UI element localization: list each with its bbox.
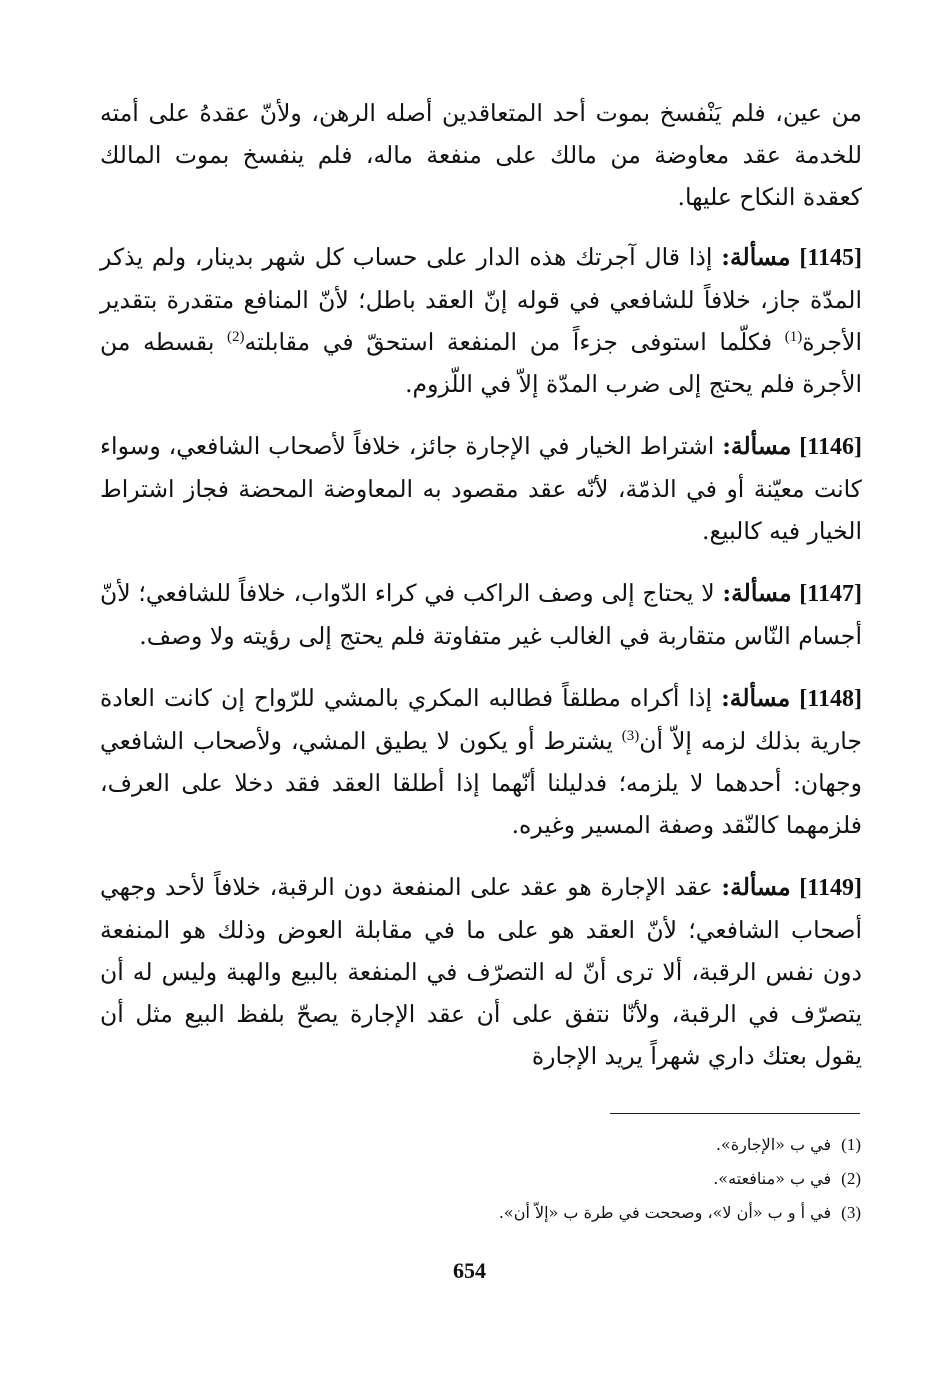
issue-label: مسألة: [721, 873, 791, 901]
issue-number: [1148] [799, 686, 862, 712]
footnotes [161, 1128, 861, 1230]
paragraph-text: من عين، فلم يَنْفسخ بموت أحد المتعاقدين أصله الرهن، ولأنّ عقدهُ على أمته للخدمة عقد معاوضة من مالك على منفعة ماله، فلم ينفسخ بموت المالك كعقدة النكاح عليها. [100, 99, 862, 211]
issue-label: مسألة: [721, 684, 791, 712]
issue-text: اشتراط الخيار في الإجارة جائز، خلافاً لأصحاب الشافعي، وسواء كانت معيّنة أو في الذمّة، لأنّه عقد مقصود به المعاوضة المحضة فجاز اشتراط الخيار فيه كالبيع. [100, 432, 862, 545]
issue-text: يشترط أو يكون لا يطيق المشي، ولأصحاب الشافعي وجهان: أحدهما لا يلزمه؛ فدليلنا أنّهما إذا أطلقا العقد فقد دخلا على العرف، فلزمهما كالنّقد وصفة المسير وغيره. [100, 727, 862, 839]
main-text [100, 92, 862, 1097]
footnote-2 [161, 1162, 861, 1196]
issue-text: بقسطه من الأجرة فلم يحتج إلى ضرب المدّة إلاّ في اللّزوم. [100, 328, 862, 398]
footnote-ref-3[interactable]: (3) [621, 728, 640, 745]
issue-number: [1147] [799, 581, 862, 607]
footnote-ref-2[interactable]: (2) [227, 329, 245, 346]
footnote-3 [161, 1196, 861, 1230]
footnote-1 [161, 1128, 861, 1162]
issue-text: لا يحتاج إلى وصف الراكب في كراء الدّواب، خلافاً للشافعي؛ لأنّ أجسام النّاس متقاربة في الغالب غير متفاوتة فلم يحتج إلى رؤيته ولا وصف. [100, 579, 862, 650]
issue-label: مسألة: [721, 243, 791, 271]
footnote-number: (2) [841, 1169, 861, 1188]
footnote-divider [610, 1113, 860, 1114]
issue-label: مسألة: [722, 432, 792, 460]
issue-number: [1145] [799, 245, 862, 271]
issue-1147 [100, 572, 862, 657]
issue-text: إذا قال آجرتك هذه الدار على حساب كل شهر بدينار، ولم يذكر المدّة جاز، خلافاً للشافعي في قوله إنّ العقد باطل؛ لأنّ المنافع متقدرة بتقدير الأجرة [100, 243, 862, 356]
issue-text: فكلّما استوفى جزءاً من المنفعة استحقّ في مقابلته [244, 328, 773, 356]
page-number: 654 [453, 1258, 486, 1283]
footnote-text: في ب «منافعته». [713, 1169, 832, 1188]
issue-1149 [100, 866, 862, 1077]
issue-text: إذا أكراه مطلقاً فطالبه المكري بالمشي للرّواح إن كانت العادة جارية بذلك لزمه إلاّ أن [100, 684, 862, 755]
footnote-number: (3) [841, 1203, 861, 1222]
issue-number: [1146] [799, 434, 862, 460]
issue-label: مسألة: [722, 579, 792, 607]
issue-1146 [100, 425, 862, 552]
issue-1145 [100, 236, 862, 405]
footnote-ref-1[interactable]: (1) [784, 329, 803, 346]
issue-1148 [100, 677, 862, 846]
footnote-text: في أ و ب «أن لا»، وصححت في طرة ب «إلاّ أن». [498, 1203, 832, 1222]
footnote-number: (1) [841, 1135, 861, 1154]
footnote-text: في ب «الإجارة». [715, 1135, 832, 1154]
issue-number: [1149] [799, 875, 862, 901]
issue-text: عقد الإجارة هو عقد على المنفعة دون الرقبة، خلافاً لأحد وجهي أصحاب الشافعي؛ لأنّ العقد هو على ما في مقابلة العوض وذلك هو المنفعة دون نفس الرقبة، ألا ترى أنّ له التصرّف في المنفعة بالبيع والهبة وليس له أن يتصرّف في الرقبة، ولأنّا نتفق على أن عقد الإجارة يصحّ بلفظ البيع مثل أن يقول بعتك داري شهراً يريد الإجارة [100, 873, 862, 1070]
paragraph-continuation [100, 92, 862, 218]
